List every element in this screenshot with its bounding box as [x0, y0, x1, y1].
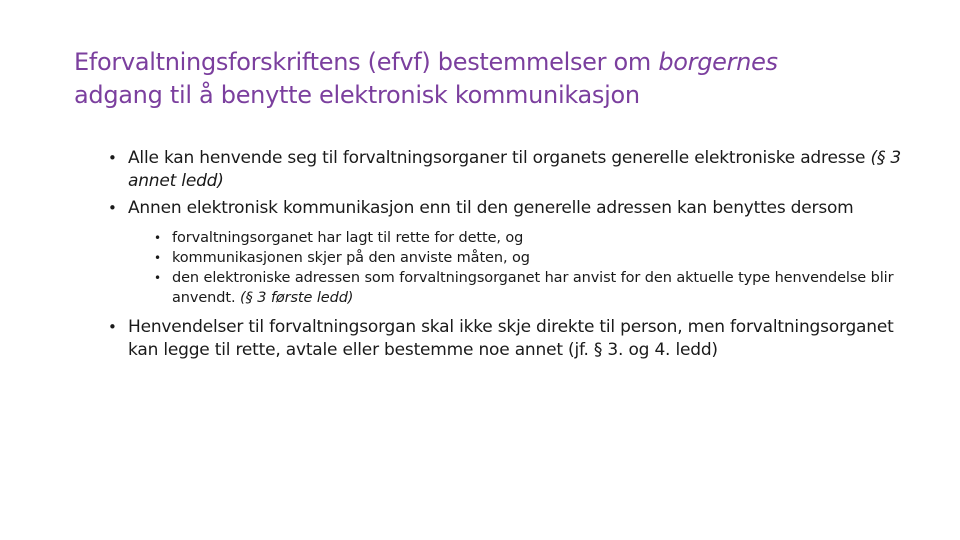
sub-bullet-item-b [154, 248, 908, 268]
title-suffix: adgang til å benytte elektronisk kommunikasjon [74, 81, 640, 109]
bullet-item-3-text: Henvendelser til forvaltningsorgan skal ikke skje direkte til person, men forvaltningsorganet kan legge til rette, avtale eller bestemme noe annet (jf. § 3. og 4. ledd) [128, 317, 894, 360]
sub-bullet-a-text: forvaltningsorganet har lagt til rette for dette, og [172, 230, 524, 246]
bullet-item-2-text: Annen elektronisk kommunikasjon enn til den generelle adressen kan benyttes dersom [128, 198, 854, 218]
sub-bullet-b-text: kommunikasjonen skjer på den anviste måten, og [172, 250, 530, 266]
bullet-item-1 [108, 147, 908, 193]
bullet-item-3 [108, 316, 908, 362]
sub-bullet-c-ref: (§ 3 første ledd) [239, 290, 354, 306]
sub-bullet-marker: • [154, 271, 161, 285]
bullet-item-2 [108, 197, 908, 308]
title-emphasis: borgernes [658, 48, 778, 76]
sub-bullet-list [154, 228, 908, 308]
bullet-marker: • [108, 318, 117, 336]
slide-title [74, 46, 894, 112]
title-prefix: Eforvaltningsforskriftens (efvf) bestemmelser om [74, 48, 659, 76]
sub-bullet-c-text: den elektroniske adressen som forvaltningsorganet har anvist for den aktuelle type henvendelse blir anvendt. [172, 270, 894, 306]
bullet-list [108, 147, 908, 362]
slide-body [108, 147, 908, 366]
sub-bullet-marker: • [154, 231, 161, 245]
sub-bullet-marker: • [154, 251, 161, 265]
sub-bullet-item-a [154, 228, 908, 248]
bullet-marker: • [108, 149, 117, 167]
sub-bullet-item-c [154, 268, 908, 308]
bullet-item-1-ref: (§ 3 annet ledd) [128, 148, 902, 191]
bullet-marker: • [108, 199, 117, 217]
bullet-item-1-text: Alle kan henvende seg til forvaltningsorganer til organets generelle elektroniske adresse [128, 148, 871, 168]
